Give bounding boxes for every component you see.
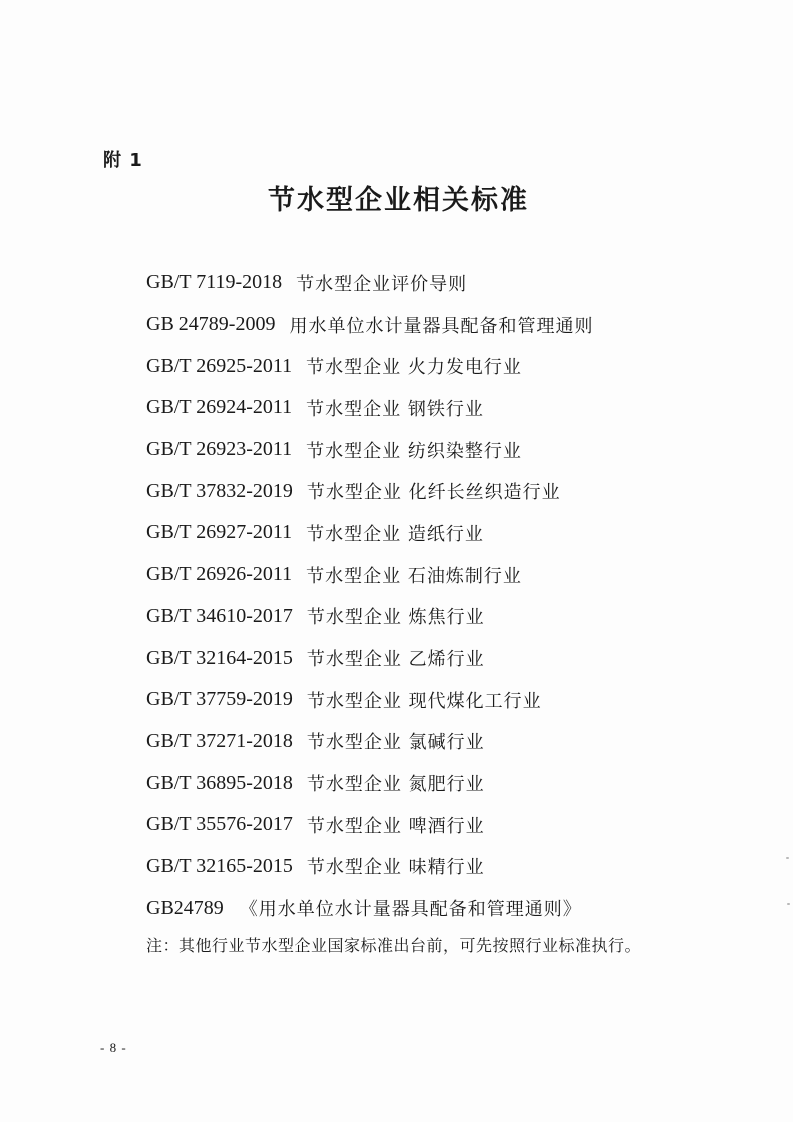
standard-description: 节水型企业 石油炼制行业 (306, 565, 522, 587)
standard-description: 《用水单位水计量器具配备和管理通则》 (239, 899, 582, 921)
standard-description: 节水型企业 火力发电行业 (306, 357, 522, 379)
standard-item (146, 345, 593, 387)
standard-item (146, 804, 593, 846)
standard-item (146, 762, 593, 804)
standard-item (146, 470, 593, 512)
standard-description: 节水型企业 啤酒行业 (306, 815, 485, 837)
standard-code: GB/T 26923-2011 (146, 438, 293, 461)
standards-list (146, 262, 593, 929)
standard-code: GB24789 (146, 896, 224, 919)
standard-code: GB/T 26924-2011 (146, 396, 293, 419)
standard-description: 节水型企业 化纤长丝织造行业 (306, 482, 561, 504)
document-title: 节水型企业相关标准 (268, 185, 529, 216)
standard-code: GB/T 32165-2015 (146, 854, 293, 877)
standard-item (146, 637, 593, 679)
standard-code: GB/T 7119-2018 (146, 271, 283, 294)
standard-description: 节水型企业 乙烯行业 (306, 649, 485, 671)
scan-mark (787, 903, 790, 905)
standard-description: 节水型企业 钢铁行业 (306, 398, 484, 420)
standard-code: GB/T 34610-2017 (146, 604, 293, 627)
attachment-label: 附 1 (103, 150, 143, 171)
footnote: 注：其他行业节水型企业国家标准出台前，可先按照行业标准执行。 (146, 936, 642, 955)
scan-mark (786, 857, 789, 859)
standard-code: GB/T 37832-2019 (146, 479, 293, 502)
standard-description: 节水型企业 氯碱行业 (306, 732, 485, 754)
standard-item (146, 846, 593, 888)
standard-description: 节水型企业评价导则 (296, 273, 468, 295)
standard-item (146, 387, 593, 429)
standard-code: GB/T 26925-2011 (146, 354, 293, 377)
standard-code: GB/T 26926-2011 (146, 563, 293, 586)
standard-description: 节水型企业 纺织染整行业 (306, 440, 522, 462)
standard-code: GB/T 37759-2019 (146, 688, 293, 711)
standard-description: 节水型企业 现代煤化工行业 (306, 690, 542, 712)
standard-code: GB/T 32164-2015 (146, 646, 293, 669)
standard-item (146, 304, 593, 346)
standard-item (146, 512, 593, 554)
standard-code: GB/T 35576-2017 (146, 813, 293, 836)
standard-item (146, 887, 593, 929)
page-number: - 8 - (100, 1040, 127, 1055)
standard-item (146, 721, 593, 763)
standard-description: 用水单位水计量器具配备和管理通则 (289, 315, 594, 337)
standard-code: GB/T 26927-2011 (146, 521, 293, 544)
standard-description: 节水型企业 炼焦行业 (306, 607, 485, 629)
standard-item (146, 679, 593, 721)
standard-item (146, 596, 593, 638)
standard-description: 节水型企业 味精行业 (306, 857, 485, 879)
standard-code: GB/T 36895-2018 (146, 771, 293, 794)
standard-code: GB/T 37271-2018 (146, 729, 293, 752)
standard-description: 节水型企业 氮肥行业 (306, 774, 485, 796)
standard-code: GB 24789-2009 (146, 313, 276, 336)
standard-item (146, 554, 593, 596)
standard-item (146, 429, 593, 471)
standard-item (146, 262, 593, 304)
standard-description: 节水型企业 造纸行业 (306, 523, 484, 545)
